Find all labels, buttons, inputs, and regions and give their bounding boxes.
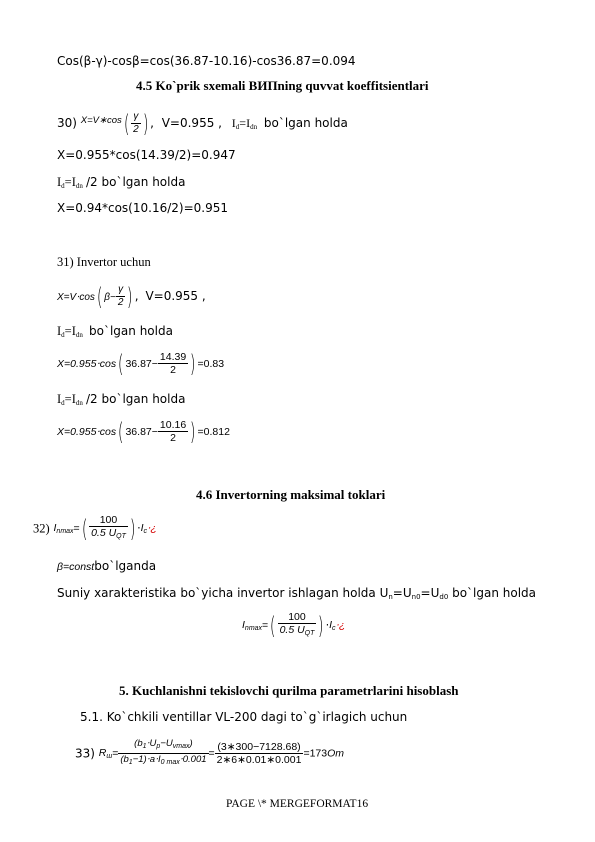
page-footer-field: PAGE \* MERGEFORMAT16 — [226, 798, 369, 810]
red-error-glyph: ⋅¿ — [335, 619, 346, 632]
condition-id-eq-idn-half: $I_d=I_{dn}$ /2 bo`lgan holda — [57, 175, 186, 190]
condition-text: bo`lgan holda — [263, 116, 348, 130]
fraction-symbolic: $\frac{(b_1\cdot U_p-U_{vmax})}{(b_1-1)\cdot a\cdot I_{0 max}\cdot 0.001}$ — [120, 738, 207, 766]
inner-expression: 36.87− — [125, 426, 158, 438]
equation-x-lhs: X=V∗cos — [80, 115, 122, 126]
calc-line-x2: X=0.94*cos(10.16/2)=0.951 — [57, 201, 228, 215]
left-paren: ( — [117, 417, 124, 446]
left-paren: ( — [117, 349, 124, 378]
condition-id-eq-idn: $I_d=I_{dn}$ — [231, 116, 258, 131]
calc-line-x1: X=0.955*cos(14.39/2)=0.947 — [57, 148, 236, 162]
left-paren: ( — [123, 109, 130, 138]
beta-const-tail: bo`lganda — [94, 559, 157, 573]
equation-lhs: X=0.955⋅cos — [57, 426, 117, 438]
comma: , — [134, 289, 139, 303]
equation-lhs: X=0.955⋅cos — [57, 358, 117, 370]
inner-expression: 36.87− — [125, 358, 158, 370]
section-heading-4-5: 4.5 Ko`prik sxemali ВИПning quvvat koeffitsientlari — [136, 78, 429, 93]
equation-31-general — [57, 284, 206, 309]
equation-31a — [57, 351, 224, 376]
beta-minus: β− — [104, 292, 116, 303]
formula-line-cos-difference: Cos(β-γ)-cosβ=cos(36.87-10.16)-cos36.87=0.094 — [57, 54, 356, 68]
equation-31b — [57, 419, 230, 444]
v-value: V=0.955 , — [161, 116, 222, 130]
condition-id-eq-idn-2: $I_d=I_{dn}$ bo`lgan holda — [57, 324, 173, 339]
red-error-glyph: ⋅¿ — [147, 522, 157, 535]
fraction-100-over-0-5uqt: $\frac{100}{0.5 U_{QT}}$ — [91, 514, 126, 540]
left-paren: ( — [96, 282, 103, 311]
section-heading-4-6: 4.6 Invertorning maksimal toklari — [196, 487, 386, 502]
item-31-title: 31) Invertor uchun — [57, 255, 151, 269]
item-number: 33) — [75, 746, 95, 761]
fraction-gamma-over-2: $\frac{\gamma}{2}$ — [133, 111, 139, 135]
right-paren: ) — [190, 417, 196, 446]
fraction-gamma-over-2: $\frac{\gamma}{2}$ — [117, 284, 124, 308]
fraction-10-16-over-2: $\frac{10.16}{2}$ — [159, 419, 187, 444]
condition-id-eq-idn-half-2: $I_d=I_{dn}$ /2 bo`lgan holda — [57, 392, 186, 407]
fraction-100-over-0-5uqt: $\frac{100}{0.5 U_{QT}}$ — [279, 611, 315, 637]
item-number: 32) — [33, 521, 50, 536]
result: =0.812 — [197, 426, 230, 438]
section-heading-5: 5. Kuchlanishni tekislovchi qurilma parametrlarini hisoblash — [119, 683, 459, 698]
beta-const-line — [57, 560, 156, 573]
comma: , — [150, 116, 154, 130]
fraction-14-39-over-2: $\frac{14.39}{2}$ — [159, 351, 187, 376]
item-number: 30) — [57, 116, 77, 130]
equation-lhs: X=V⋅cos — [57, 292, 95, 303]
equation-32: 32) $I_{nmax}=$( $\frac{100}{0.5 U_{QT}}$ ) $\cdot I_c\cdot¿$ — [33, 514, 157, 543]
right-paren: ) — [142, 109, 149, 138]
equation-32-artificial: $I_{nmax}=$( $\frac{100}{0.5 U_{QT}}$ ) $\cdot I_c\cdot¿$ — [242, 611, 346, 640]
suniy-xarakteristika-line: Suniy xarakteristika bo`yicha invertor ishlagan holda $U_n=U_{n0}=U_{d0}$ bo`lgan holda — [57, 586, 537, 601]
right-paren: ) — [190, 349, 196, 378]
v-value: V=0.955 , — [145, 289, 206, 303]
fraction-numeric: $\frac{(3∗300-7128.68)}{2∗6∗0.01∗0.001}$ — [216, 741, 302, 766]
item-30 — [57, 111, 348, 136]
result: =0.83 — [197, 358, 225, 370]
unit-om: Om — [327, 747, 345, 760]
right-paren: ) — [127, 282, 133, 311]
equation-33: 33) $R_ш=$ $\frac{(b_1\cdot U_p-U_{vmax})}{(b_1-1)\cdot a\cdot I_{0 max}\cdot 0.001}$ = $\frac{(3∗300-7128.68)}{2∗6∗0.01∗0.001}$ =173Om — [75, 738, 344, 769]
subsection-heading-5-1: 5.1. Ko`chkili ventillar VL-200 dagi to`g`irlagich uchun — [80, 710, 408, 724]
beta-const: β=const — [57, 561, 95, 573]
